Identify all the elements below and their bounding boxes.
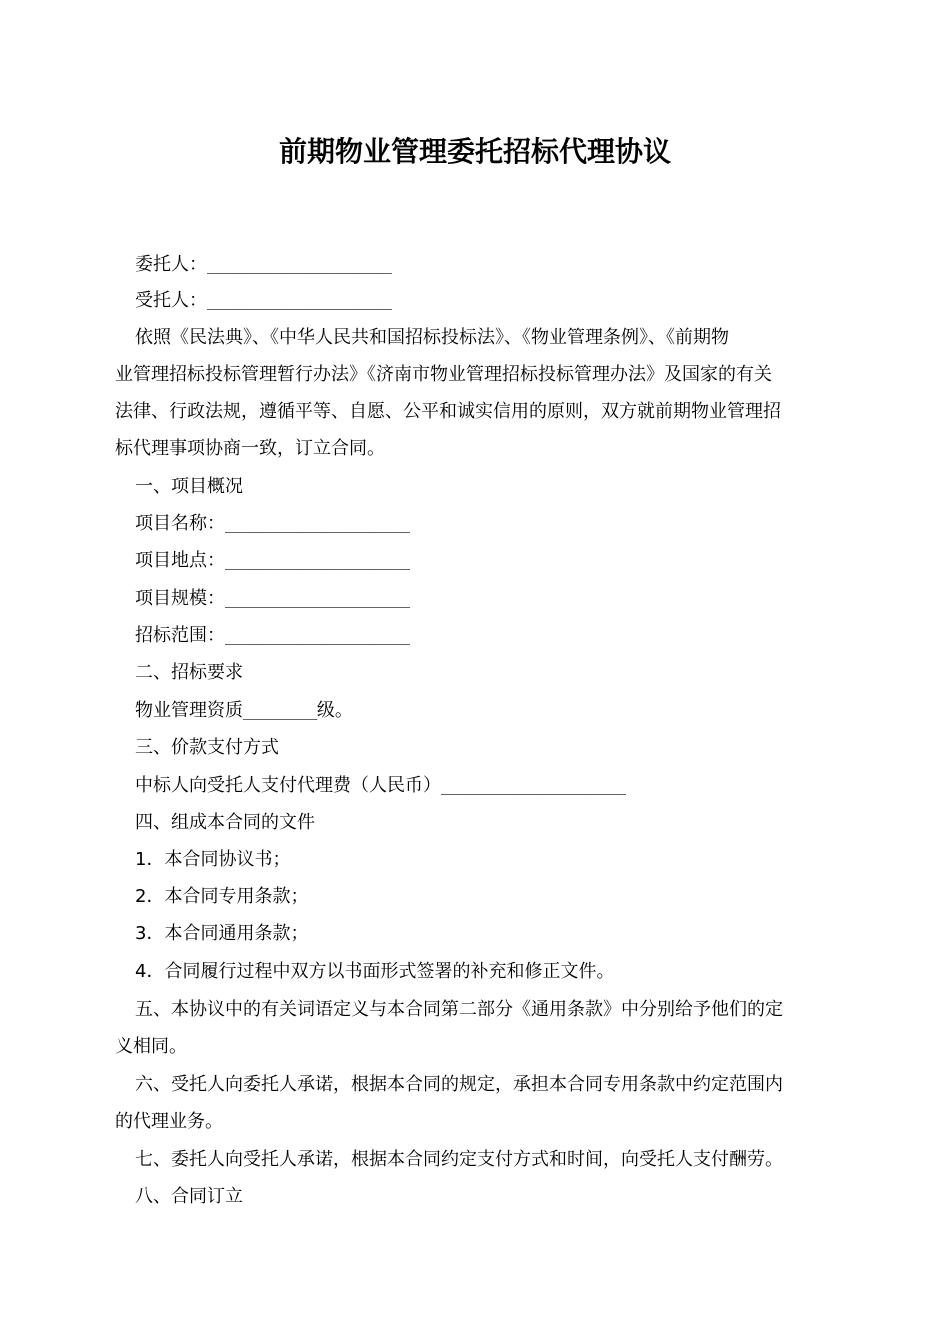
section-1-heading: 一、项目概况 xyxy=(135,476,243,497)
document-item-1: 1．本合同协议书； xyxy=(135,849,291,870)
project-location-blank: ____________________ xyxy=(225,551,410,570)
section-6-line-2: 的代理业务。 xyxy=(115,1111,223,1132)
section-4-heading: 四、组成本合同的文件 xyxy=(135,812,315,833)
tender-scope-blank: ____________________ xyxy=(225,626,410,645)
project-scale-blank: ____________________ xyxy=(225,589,410,608)
agent-label: 受托人： xyxy=(135,290,207,311)
principal-blank: ____________________ xyxy=(207,255,392,274)
project-scale-label: 项目规模： xyxy=(135,588,225,609)
document-item-4: 4．合同履行过程中双方以书面形式签署的补充和修正文件。 xyxy=(135,961,615,982)
principal-label: 委托人： xyxy=(135,254,207,275)
section-7-line: 七、委托人向受托人承诺，根据本合同约定支付方式和时间，向受托人支付酬劳。 xyxy=(135,1149,783,1170)
document-title: 前期物业管理委托招标代理协议 xyxy=(278,135,671,168)
section-5-line-2: 义相同。 xyxy=(115,1036,187,1057)
project-name-line xyxy=(135,511,410,537)
preamble-line-2: 业管理招标投标管理暂行办法》《济南市物业管理招标投标管理办法》及国家的有关 xyxy=(115,364,772,385)
project-name-blank: ____________________ xyxy=(225,514,410,533)
section-6-line-1: 六、受托人向委托人承诺，根据本合同的规定，承担本合同专用条款中约定范围内 xyxy=(135,1074,783,1095)
agent-blank: ____________________ xyxy=(207,291,392,310)
tender-scope-line xyxy=(135,623,410,649)
tender-scope-label: 招标范围： xyxy=(135,625,225,646)
section-8-heading: 八、合同订立 xyxy=(135,1186,243,1207)
agency-fee-line xyxy=(135,773,626,799)
project-location-line xyxy=(135,548,410,574)
preamble-line-3: 法律、行政法规，遵循平等、自愿、公平和诚实信用的原则，双方就前期物业管理招 xyxy=(115,401,781,422)
qualification-blank: ________ xyxy=(243,701,317,720)
project-scale-line xyxy=(135,586,410,612)
project-location-label: 项目地点： xyxy=(135,550,225,571)
qualification-label: 物业管理资质 xyxy=(135,700,243,721)
section-2-heading: 二、招标要求 xyxy=(135,662,243,683)
principal-line xyxy=(135,252,392,278)
agency-fee-label: 中标人向受托人支付代理费（人民币） xyxy=(135,775,441,796)
section-5-line-1: 五、本协议中的有关词语定义与本合同第二部分《通用条款》中分别给予他们的定 xyxy=(135,999,783,1020)
preamble-line-4: 标代理事项协商一致，订立合同。 xyxy=(115,438,385,459)
agent-line xyxy=(135,288,392,314)
qualification-line xyxy=(135,698,353,724)
agency-fee-blank: ____________________ xyxy=(441,776,626,795)
project-name-label: 项目名称： xyxy=(135,513,225,534)
document-item-2: 2．本合同专用条款； xyxy=(135,886,309,907)
preamble-line-1: 依照《民法典》、《中华人民共和国招标投标法》、《物业管理条例》、《前期物 xyxy=(135,327,729,348)
section-3-heading: 三、价款支付方式 xyxy=(135,737,279,758)
document-item-3: 3．本合同通用条款； xyxy=(135,923,309,944)
qualification-suffix: 级。 xyxy=(316,700,353,721)
